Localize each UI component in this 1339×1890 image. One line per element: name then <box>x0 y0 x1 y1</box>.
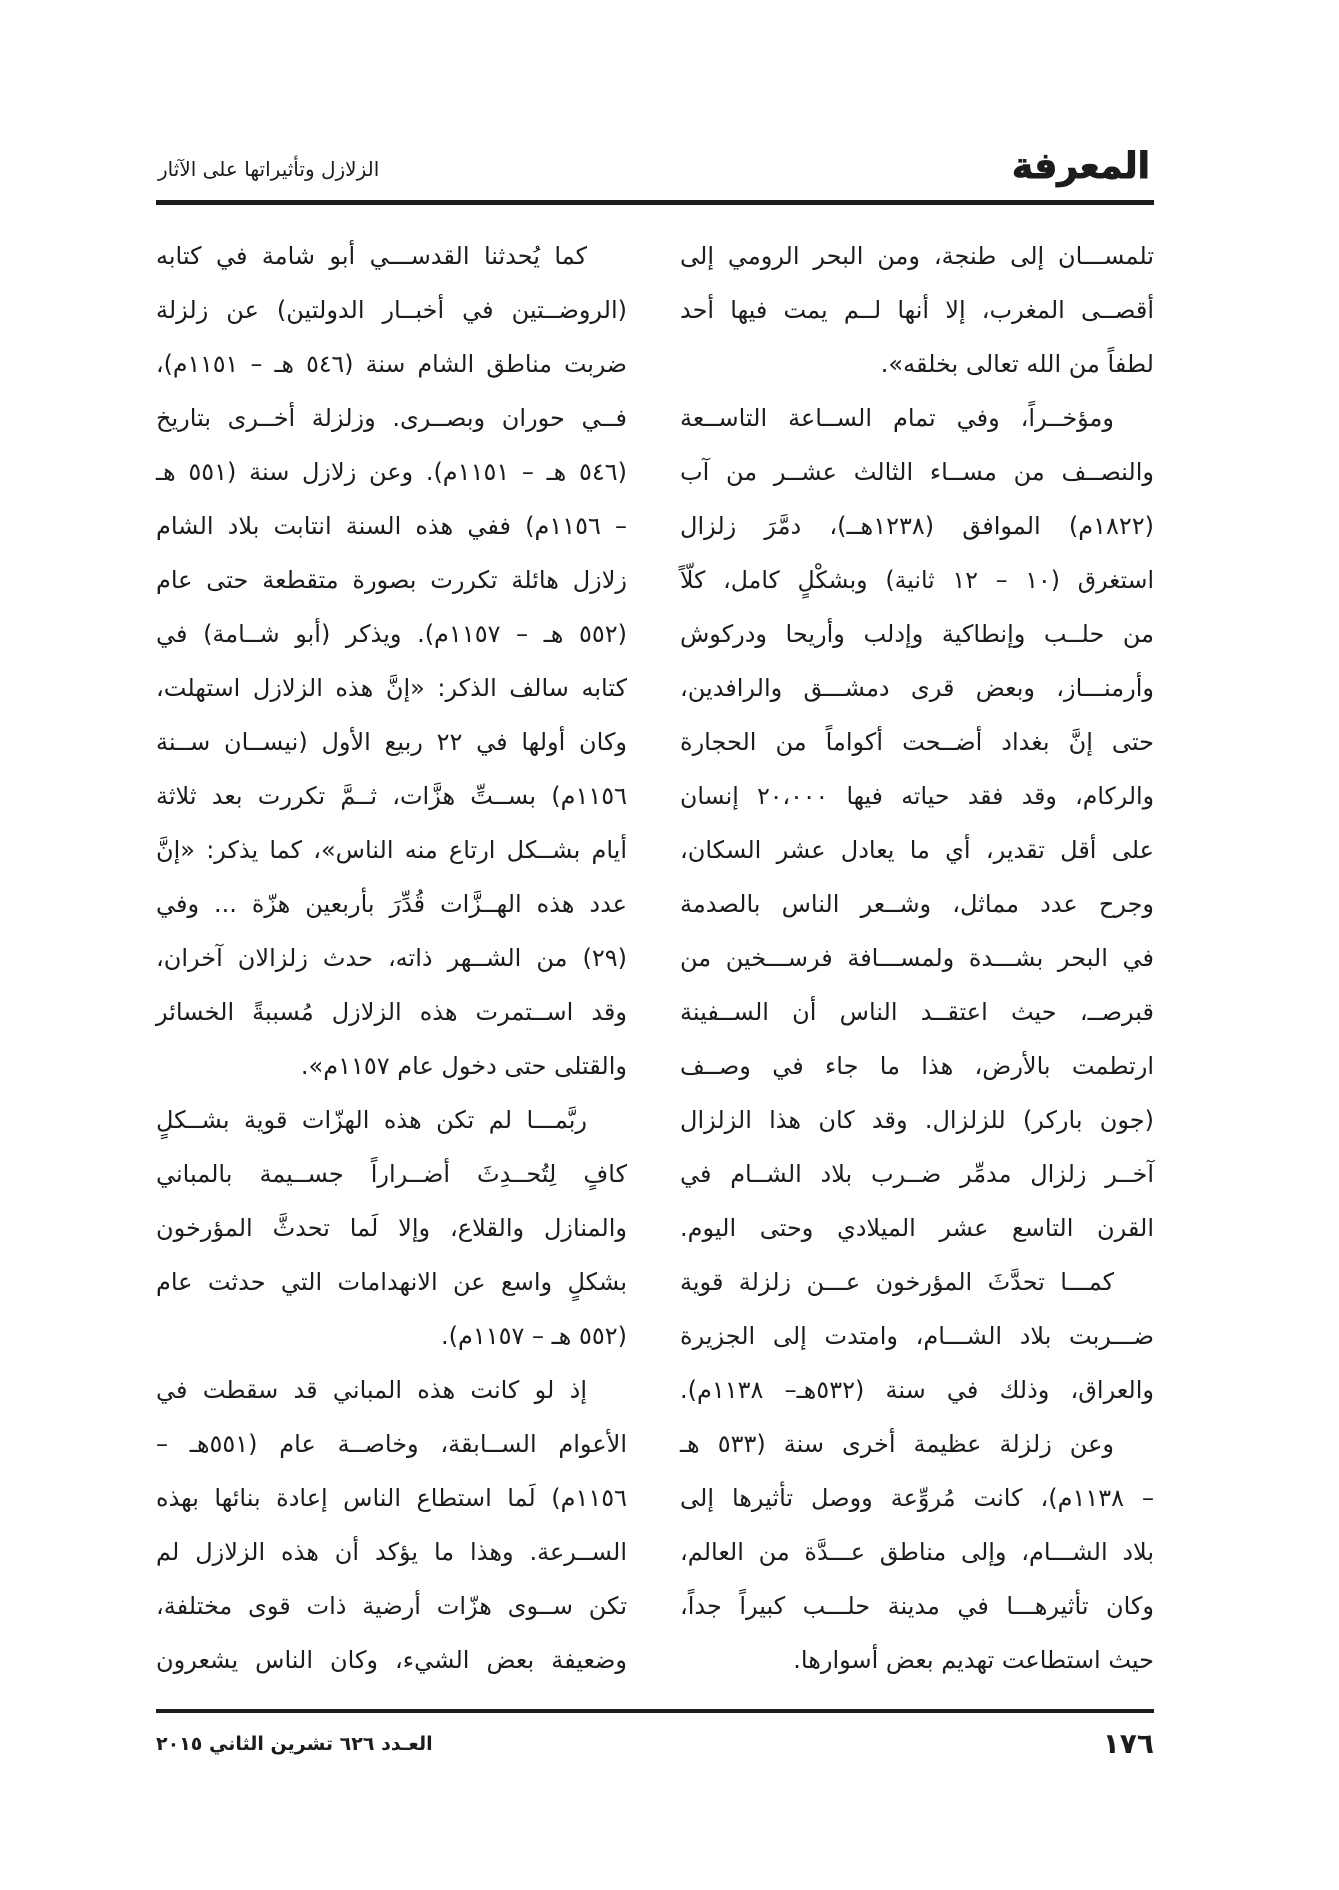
text-line: إذ لو كانت هذه المباني قد سقطت في <box>156 1376 587 1404</box>
text-line: (٥٥٢ هـ – ١١٥٧م). <box>440 1322 627 1350</box>
text-line: وأرمنـــاز، وبعض قرى دمشـــق والرافدين، <box>680 674 1154 702</box>
text-line: بلاد الشـــام، وإلى مناطق عـــدَّة من العالم، <box>680 1538 1154 1566</box>
text-line: والنصــف من مســاء الثالث عشــر من آب <box>680 458 1154 486</box>
text-line: كتابه سالف الذكر: «إنَّ هذه الزلازل استهلت، <box>156 674 627 702</box>
text-line: وكان أولها في ٢٢ ربيع الأول (نيســان ســنة <box>156 728 627 756</box>
issue-info: العـدد ٦٢٦ تشرين الثاني ٢٠١٥ <box>156 1733 433 1755</box>
text-line: لطفاً من الله تعالى بخلقه». <box>880 350 1154 378</box>
text-line: – ١١٥٦م) ففي هذه السنة انتابت بلاد الشام <box>156 512 627 540</box>
text-line: كافٍ لِتُحــدِثَ أضــراراً جســيمة بالمباني <box>156 1160 627 1188</box>
text-line: استغرق (١٠ – ١٢ ثانية) وبشكْلٍ كامل، كلّاً <box>680 566 1155 594</box>
text-line: (٥٥٢ هـ – ١١٥٧م). ويذكر (أبو شــامة) في <box>156 620 627 648</box>
text-line: تكن ســوى هزّات أرضية ذات قوى مختلفة، <box>156 1592 627 1620</box>
text-line: ضـــربت بلاد الشـــام، وامتدت إلى الجزيرة <box>680 1322 1154 1350</box>
text-line: أقصــى المغرب، إلا أنها لــم يمت فيها أحد <box>680 296 1154 324</box>
text-line: قبرصــ، حيث اعتقــد الناس أن الســفينة <box>680 998 1154 1026</box>
text-line: الأعوام الســابقة، وخاصــة عام (٥٥١هـ – <box>156 1430 627 1458</box>
text-line: (الروضــتين في أخبــار الدولتين) عن زلزلة <box>156 296 627 324</box>
text-line: زلازل هائلة تكررت بصورة متقطعة حتى عام <box>156 566 627 594</box>
text-line: تلمســـان إلى طنجة، ومن البحر الرومي إلى <box>680 242 1154 270</box>
header-rule <box>156 200 1154 205</box>
text-line: (١٨٢٢م) الموافق (١٢٣٨هــ)، دمَّرَ زلزال <box>680 512 1154 540</box>
text-line: كمـــا تحدَّثَ المؤرخون عـــن زلزلة قوية <box>680 1268 1114 1296</box>
text-line: آخــر زلزال مدمِّر ضــرب بلاد الشــام في <box>680 1160 1154 1188</box>
text-line: ضربت مناطق الشام سنة (٥٤٦ هـ – ١١٥١م)، <box>156 350 627 378</box>
text-line: وضعيفة بعض الشيء، وكان الناس يشعرون <box>156 1646 627 1674</box>
text-line: ارتطمت بالأرض، هذا ما جاء في وصــف <box>680 1052 1154 1080</box>
text-line: (٢٩) من الشــهر ذاته، حدث زلزالان آخران، <box>156 944 627 972</box>
text-line: عدد هذه الهــزَّات قُدِّرَ بأربعين هزّة ... وفي <box>156 890 627 918</box>
text-line: ربَّمـــا لم تكن هذه الهزّات قوية بشــكلٍ <box>156 1106 587 1134</box>
text-line: وكان تأثيرهـــا في مدينة حلـــب كبيراً جداً، <box>680 1592 1154 1620</box>
text-line: في البحر بشـــدة ولمســـافة فرســـخين من <box>680 944 1154 972</box>
text-line: ١١٥٦م) بســتِّ هزَّات، ثــمَّ تكررت بعد ثلاثة <box>156 782 627 810</box>
text-line: والقتلى حتى دخول عام ١١٥٧م». <box>300 1052 627 1080</box>
text-line: ومؤخــراً، وفي تمام الســاعة التاســعة <box>680 404 1114 432</box>
running-title: الزلازل وتأثيراتها على الآثار <box>158 157 380 181</box>
text-line: كما يُحدثنا القدســـي أبو شامة في كتابه <box>156 242 587 270</box>
text-line: – ١١٣٨م)، كانت مُروِّعة ووصل تأثيرها إلى <box>680 1484 1154 1512</box>
text-line: حيث استطاعت تهديم بعض أسوارها. <box>793 1646 1154 1674</box>
text-line: (جون باركر) للزلزال. وقد كان هذا الزلزال <box>680 1106 1154 1134</box>
page-number: ١٧٦ <box>1102 1727 1154 1760</box>
text-line: الســرعة. وهذا ما يؤكد أن هذه الزلازل لم <box>156 1538 627 1566</box>
text-line: فــي حوران وبصــرى. وزلزلة أخــرى بتاريخ <box>156 404 627 432</box>
text-line: على أقل تقدير، أي ما يعادل عشر السكان، <box>680 836 1154 864</box>
text-line: من حلــب وإنطاكية وإدلب وأريحا ودركوش <box>680 620 1154 648</box>
right-column <box>680 229 1154 1687</box>
text-line: حتى إنَّ بغداد أضــحت أكواماً من الحجارة <box>680 728 1154 756</box>
text-line: والعراق، وذلك في سنة (٥٣٢هـ– ١١٣٨م). <box>680 1376 1154 1404</box>
text-line: القرن التاسع عشر الميلادي وحتى اليوم. <box>680 1214 1154 1242</box>
text-line: بشكلٍ واسع عن الانهدامات التي حدثت عام <box>156 1268 627 1296</box>
text-line: وقد اســتمرت هذه الزلازل مُسببةً الخسائر <box>156 998 627 1026</box>
text-line: والمنازل والقلاع، وإلا لَما تحدثَّ المؤرخون <box>156 1214 627 1242</box>
text-line: أيام بشــكل ارتاع منه الناس»، كما يذكر: «إنَّ <box>156 836 627 864</box>
text-line: (٥٤٦ هـ – ١١٥١م). وعن زلازل سنة (٥٥١ هـ <box>156 458 627 486</box>
left-column <box>156 229 627 1687</box>
text-line: والركام، وقد فقد حياته فيها ٢٠،٠٠٠ إنسان <box>680 782 1154 810</box>
footer-rule <box>156 1709 1154 1713</box>
text-line: وعن زلزلة عظيمة أخرى سنة (٥٣٣ هـ <box>680 1430 1114 1458</box>
text-line: وجرح عدد مماثل، وشــعر الناس بالصدمة <box>680 890 1154 918</box>
text-line: ١١٥٦م) لَما استطاع الناس إعادة بنائها بهذه <box>156 1484 627 1512</box>
magazine-logo: المعرفة <box>1011 146 1150 187</box>
